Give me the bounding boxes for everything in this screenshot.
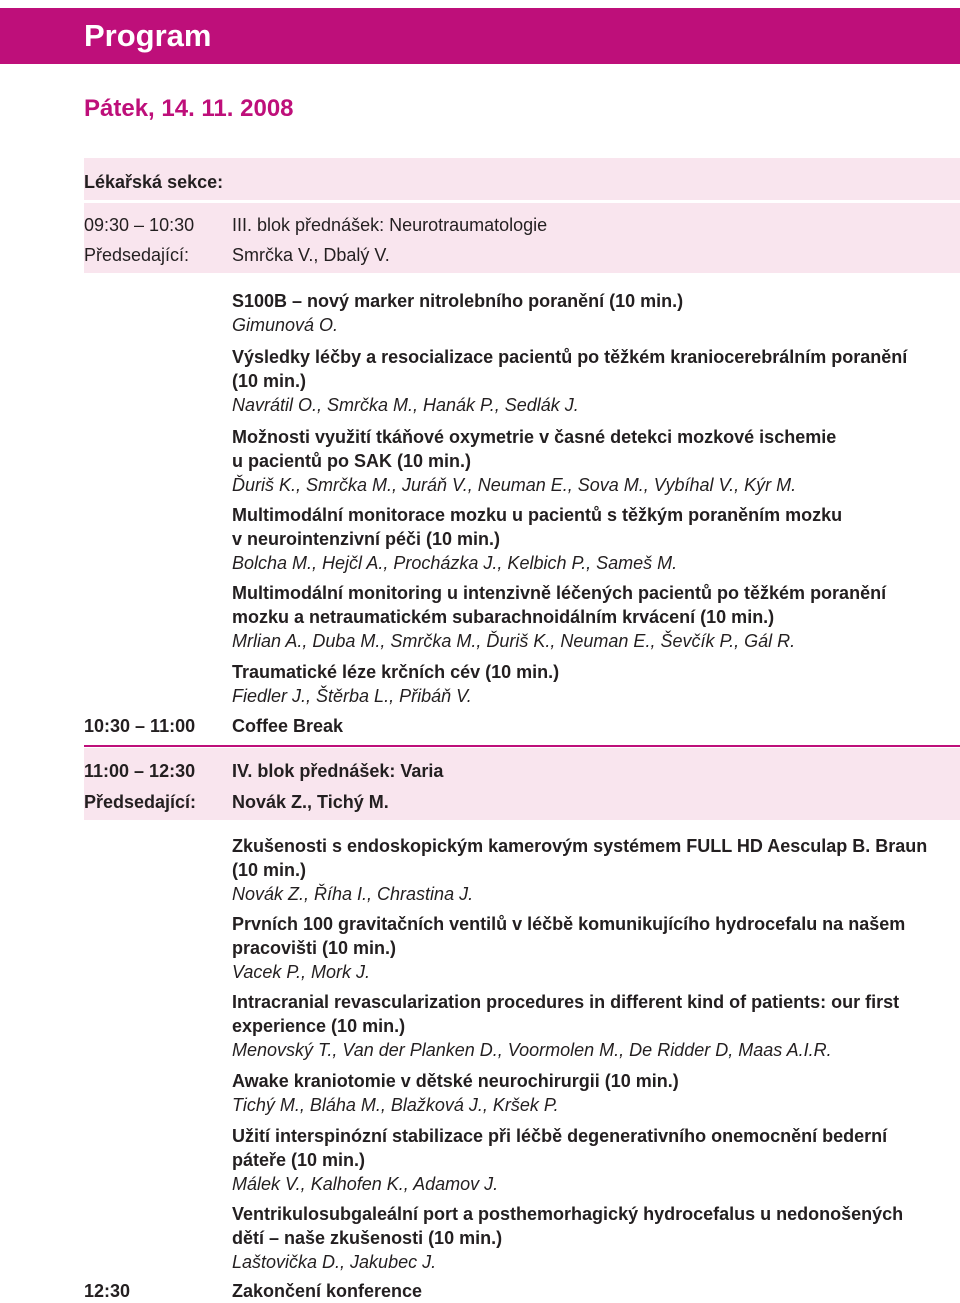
talk-authors: Bolcha M., Hejčl A., Procházka J., Kelbich P., Sameš M. [232,553,678,573]
block4-band [84,748,960,820]
talk-title: experience (10 min.) [232,1016,406,1036]
section-label: Lékařská sekce: [84,172,224,192]
talk-title: Prvních 100 gravitačních ventilů v léčbě komunikujícího hydrocefalu na našem [232,914,906,934]
talk-authors: Laštovička D., Jakubec J. [232,1252,437,1272]
block3-title: III. blok přednášek: Neurotraumatologie [232,215,548,235]
talk-title: Traumatické léze krčních cév (10 min.) [232,662,560,682]
talk-authors: Novák Z., Říha I., Chrastina J. [232,884,474,904]
block3-time: 09:30 – 10:30 [84,215,195,235]
talk-title: (10 min.) [232,371,307,391]
block4-time: 11:00 – 12:30 [84,761,196,781]
block4-title: IV. blok přednášek: Varia [232,761,444,781]
block4-chair-label: Předsedající: [84,792,197,812]
talk-title: S100B – nový marker nitrolebního poranění (10 min.) [232,291,684,311]
talk-authors: Fiedler J., Štěrba L., Přibáň V. [232,686,472,706]
talk-title: Multimodální monitorace mozku u pacientů s těžkým poraněním mozku [232,505,843,525]
closing-label: Zakončení konference [232,1281,423,1301]
block3-chairs: Smrčka V., Dbalý V. [232,245,390,265]
closing-time: 12:30 [84,1281,131,1301]
talk-title: Ventrikulosubgaleální port a posthemorhagický hydrocefalus u nedonošených [232,1204,904,1224]
coffee-label: Coffee Break [232,716,344,736]
talk-authors: Navrátil O., Smrčka M., Hanák P., Sedlák J. [232,395,579,415]
talk-title: mozku a netraumatickém subarachnoidálním krvácení (10 min.) [232,607,775,627]
talk-title: v neurointenzivní péči (10 min.) [232,529,501,549]
talk-title: u pacientů po SAK (10 min.) [232,451,472,471]
talk-authors: Ďuriš K., Smrčka M., Juráň V., Neuman E., Sova M., Vybíhal V., Kýr M. [232,475,797,495]
program-date: Pátek, 14. 11. 2008 [84,95,294,122]
talk-title: pracovišti (10 min.) [232,938,397,958]
talk-authors: Menovský T., Van der Planken D., Voormolen M., De Ridder D, Maas A.I.R. [232,1040,832,1060]
talk-authors: Málek V., Kalhofen K., Adamov J. [232,1174,499,1194]
talk-title: Zkušenosti s endoskopickým kamerovým systémem FULL HD Aesculap B. Braun [232,836,928,856]
block4-chairs: Novák Z., Tichý M. [232,792,389,812]
divider [84,745,960,747]
talk-authors: Tichý M., Bláha M., Blažková J., Kršek P. [232,1095,559,1115]
talk-title: dětí – naše zkušenosti (10 min.) [232,1228,503,1248]
page-title: Program [84,18,212,53]
talk-title: Možnosti využití tkáňové oxymetrie v časné detekci mozkové ischemie [232,427,837,447]
talk-title: Multimodální monitoring u intenzivně léčených pacientů po těžkém poranění [232,583,887,603]
coffee-time: 10:30 – 11:00 [84,716,196,736]
talk-title: Awake kraniotomie v dětské neurochirurgii (10 min.) [232,1071,679,1091]
talk-title: Výsledky léčby a resocializace pacientů po těžkém kraniocerebrálním poranění [232,347,908,367]
talk-title: Intracranial revascularization procedures in different kind of patients: our first [232,992,900,1012]
talk-authors: Mrlian A., Duba M., Smrčka M., Ďuriš K., Neuman E., Ševčík P., Gál R. [232,631,796,651]
talk-title: (10 min.) [232,860,307,880]
talk-title: páteře (10 min.) [232,1150,366,1170]
talk-authors: Vacek P., Mork J. [232,962,371,982]
talk-title: Užití interspinózní stabilizace při léčbě degenerativního onemocnění bederní [232,1126,888,1146]
block3-chair-label: Předsedající: [84,245,190,265]
talk-authors: Gimunová O. [232,315,339,335]
